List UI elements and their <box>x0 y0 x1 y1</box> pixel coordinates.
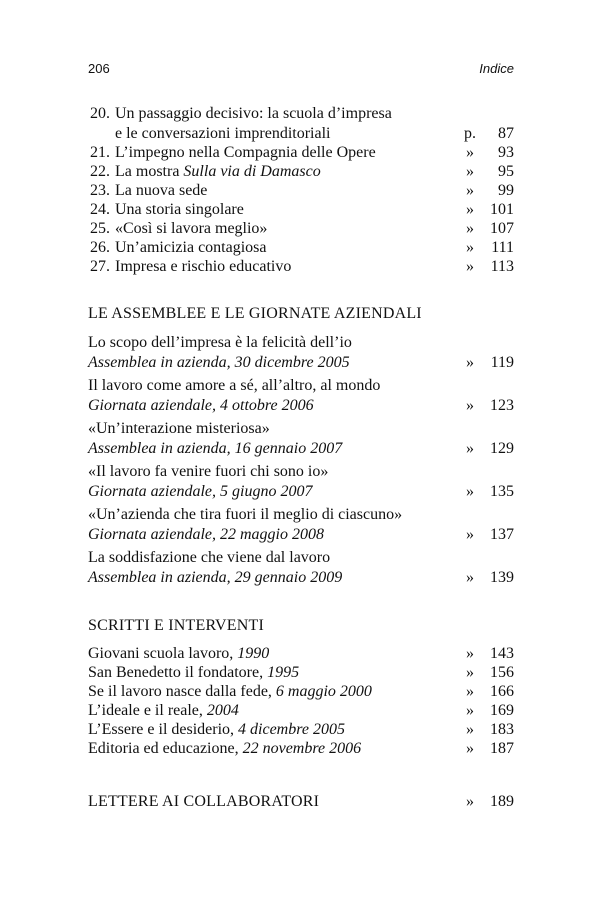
toc-entry-scritto-3 <box>88 682 514 701</box>
assemblee-list <box>88 333 514 591</box>
entry-subtitle: Giornata aziendale, 4 ottobre 2006 <box>88 397 314 414</box>
ditto-mark: » <box>466 702 474 719</box>
entry-date: 1995 <box>267 664 300 681</box>
ditto-mark: » <box>466 258 474 275</box>
toc-entry-assemblea-5 <box>88 505 514 548</box>
entry-title: Un passaggio decisivo: la scuola d’impresa <box>115 105 392 122</box>
entry-title-text: Editoria ed educazione, <box>88 740 243 757</box>
page-ref: 139 <box>490 569 514 586</box>
entry-title <box>88 739 361 758</box>
entry-subtitle: Assemblea in azienda, 29 gennaio 2009 <box>88 569 343 586</box>
entry-date: 4 dicembre 2005 <box>238 721 345 738</box>
ditto-mark: » <box>466 354 474 371</box>
entry-title: Un’amicizia contagiosa <box>115 239 267 256</box>
ditto-mark: » <box>466 645 474 662</box>
entry-subtitle: Assemblea in azienda, 16 gennaio 2007 <box>88 440 343 457</box>
page-ref: 111 <box>491 239 514 256</box>
toc-entry-lettere <box>88 792 514 811</box>
entry-title-text: L’ideale e il reale, <box>88 702 207 719</box>
entry-title: Una storia singolare <box>115 201 244 218</box>
ditto-mark: » <box>466 483 474 500</box>
page-number: 206 <box>88 61 110 76</box>
toc-entry-21 <box>88 143 514 162</box>
entry-title: La nuova sede <box>115 182 208 199</box>
section-heading-lettere: LETTERE AI COLLABORATORI <box>88 793 320 810</box>
toc-entry-assemblea-6 <box>88 548 514 591</box>
page-marker: p. <box>464 125 476 142</box>
entry-number: 23. <box>90 182 110 199</box>
ditto-mark: » <box>466 182 474 199</box>
entry-title: «Il lavoro fa venire fuori chi sono io» <box>88 463 329 480</box>
ditto-mark: » <box>466 144 474 161</box>
page-ref: 169 <box>490 702 514 719</box>
entry-title-text: San Benedetto il fondatore, <box>88 664 268 681</box>
toc-entry-scritto-5 <box>88 720 514 739</box>
ditto-mark: » <box>466 721 474 738</box>
entry-number: 21. <box>90 144 110 161</box>
page-ref: 187 <box>490 740 514 757</box>
toc-entry-scritto-2 <box>88 663 514 682</box>
toc-entry-assemblea-1 <box>88 333 514 376</box>
page-ref: 93 <box>498 144 514 161</box>
page-ref: 99 <box>498 182 514 199</box>
page-ref: 135 <box>490 483 514 500</box>
ditto-mark: » <box>466 239 474 256</box>
page-ref: 119 <box>490 354 514 371</box>
ditto-mark: » <box>466 683 474 700</box>
entry-subtitle: Giornata aziendale, 22 maggio 2008 <box>88 526 324 543</box>
toc-entry-24 <box>88 200 514 219</box>
toc-entry-assemblea-2 <box>88 376 514 419</box>
entry-title <box>115 162 321 181</box>
entry-date: 6 maggio 2000 <box>275 683 372 700</box>
entry-title: Il lavoro come amore a sé, all’altro, al mondo <box>88 377 381 394</box>
page-ref: 95 <box>498 163 514 180</box>
entry-number: 24. <box>90 201 110 218</box>
page-ref: 107 <box>490 220 514 237</box>
ditto-mark: » <box>466 397 474 414</box>
toc-entry-26 <box>88 238 514 257</box>
ditto-mark: » <box>466 163 474 180</box>
page-ref: 166 <box>490 683 514 700</box>
page-ref: 113 <box>490 258 514 275</box>
toc-entry-assemblea-3 <box>88 419 514 462</box>
entry-title <box>88 682 372 701</box>
toc-entry-assemblea-4 <box>88 462 514 505</box>
chapter-list <box>88 104 514 276</box>
entry-number: 22. <box>90 163 110 180</box>
page-ref: 137 <box>490 526 514 543</box>
entry-number: 25. <box>90 220 110 237</box>
entry-title-text: Se il lavoro nasce dalla fede, <box>88 683 276 700</box>
ditto-mark: » <box>466 220 474 237</box>
toc-entry-20 <box>88 104 514 123</box>
page-ref: 183 <box>490 721 514 738</box>
entry-title: «Così si lavora meglio» <box>115 220 268 237</box>
entry-title-text: Giovani scuola lavoro, <box>88 645 238 662</box>
running-title: Indice <box>479 61 514 76</box>
entry-title <box>88 663 299 682</box>
section-heading-assemblee: LE ASSEMBLEE E LE GIORNATE AZIENDALI <box>88 305 422 322</box>
entry-title-italic: Sulla via di Damasco <box>183 163 321 180</box>
entry-title: «Un’interazione misteriosa» <box>88 420 270 437</box>
entry-date: 2004 <box>206 702 239 719</box>
entry-subtitle: Assemblea in azienda, 30 dicembre 2005 <box>88 354 350 371</box>
page-ref: 87 <box>498 125 514 142</box>
toc-entry-20-cont <box>88 124 514 143</box>
entry-title <box>88 701 239 720</box>
toc-entry-scritto-4 <box>88 701 514 720</box>
ditto-mark: » <box>466 793 474 810</box>
entry-title-prefix: La mostra <box>115 163 184 180</box>
page-ref: 123 <box>490 397 514 414</box>
entry-subtitle: Giornata aziendale, 5 giugno 2007 <box>88 483 313 500</box>
toc-entry-23 <box>88 181 514 200</box>
entry-title <box>88 644 269 663</box>
page-ref: 143 <box>490 645 514 662</box>
ditto-mark: » <box>466 440 474 457</box>
ditto-mark: » <box>466 569 474 586</box>
entry-title: Lo scopo dell’impresa è la felicità dell’io <box>88 334 352 351</box>
entry-title <box>88 720 345 739</box>
page-ref: 189 <box>490 793 514 810</box>
scritti-list <box>88 644 514 758</box>
page-ref: 129 <box>490 440 514 457</box>
section-heading-scritti: SCRITTI E INTERVENTI <box>88 617 265 634</box>
entry-title-continued: e le conversazioni imprenditoriali <box>115 125 331 142</box>
entry-title: Impresa e rischio educativo <box>115 258 292 275</box>
entry-title-text: L’Essere e il desiderio, <box>88 721 239 738</box>
page-ref: 156 <box>490 664 514 681</box>
ditto-mark: » <box>466 201 474 218</box>
toc-entry-scritto-1 <box>88 644 514 663</box>
lettere-entry <box>88 792 514 811</box>
toc-entry-scritto-6 <box>88 739 514 758</box>
toc-entry-22 <box>88 162 514 181</box>
entry-title: La soddisfazione che viene dal lavoro <box>88 549 331 566</box>
page-ref: 101 <box>490 201 514 218</box>
entry-date: 22 novembre 2006 <box>242 740 362 757</box>
ditto-mark: » <box>466 740 474 757</box>
ditto-mark: » <box>466 526 474 543</box>
page-header <box>88 61 514 79</box>
entry-number: 20. <box>90 105 110 122</box>
entry-title: L’impegno nella Compagnia delle Opere <box>115 144 376 161</box>
entry-number: 27. <box>90 258 110 275</box>
entry-date: 1990 <box>237 645 270 662</box>
toc-entry-27 <box>88 257 514 276</box>
entry-number: 26. <box>90 239 110 256</box>
toc-entry-25 <box>88 219 514 238</box>
entry-title: «Un’azienda che tira fuori il meglio di ciascuno» <box>88 506 403 523</box>
ditto-mark: » <box>466 664 474 681</box>
